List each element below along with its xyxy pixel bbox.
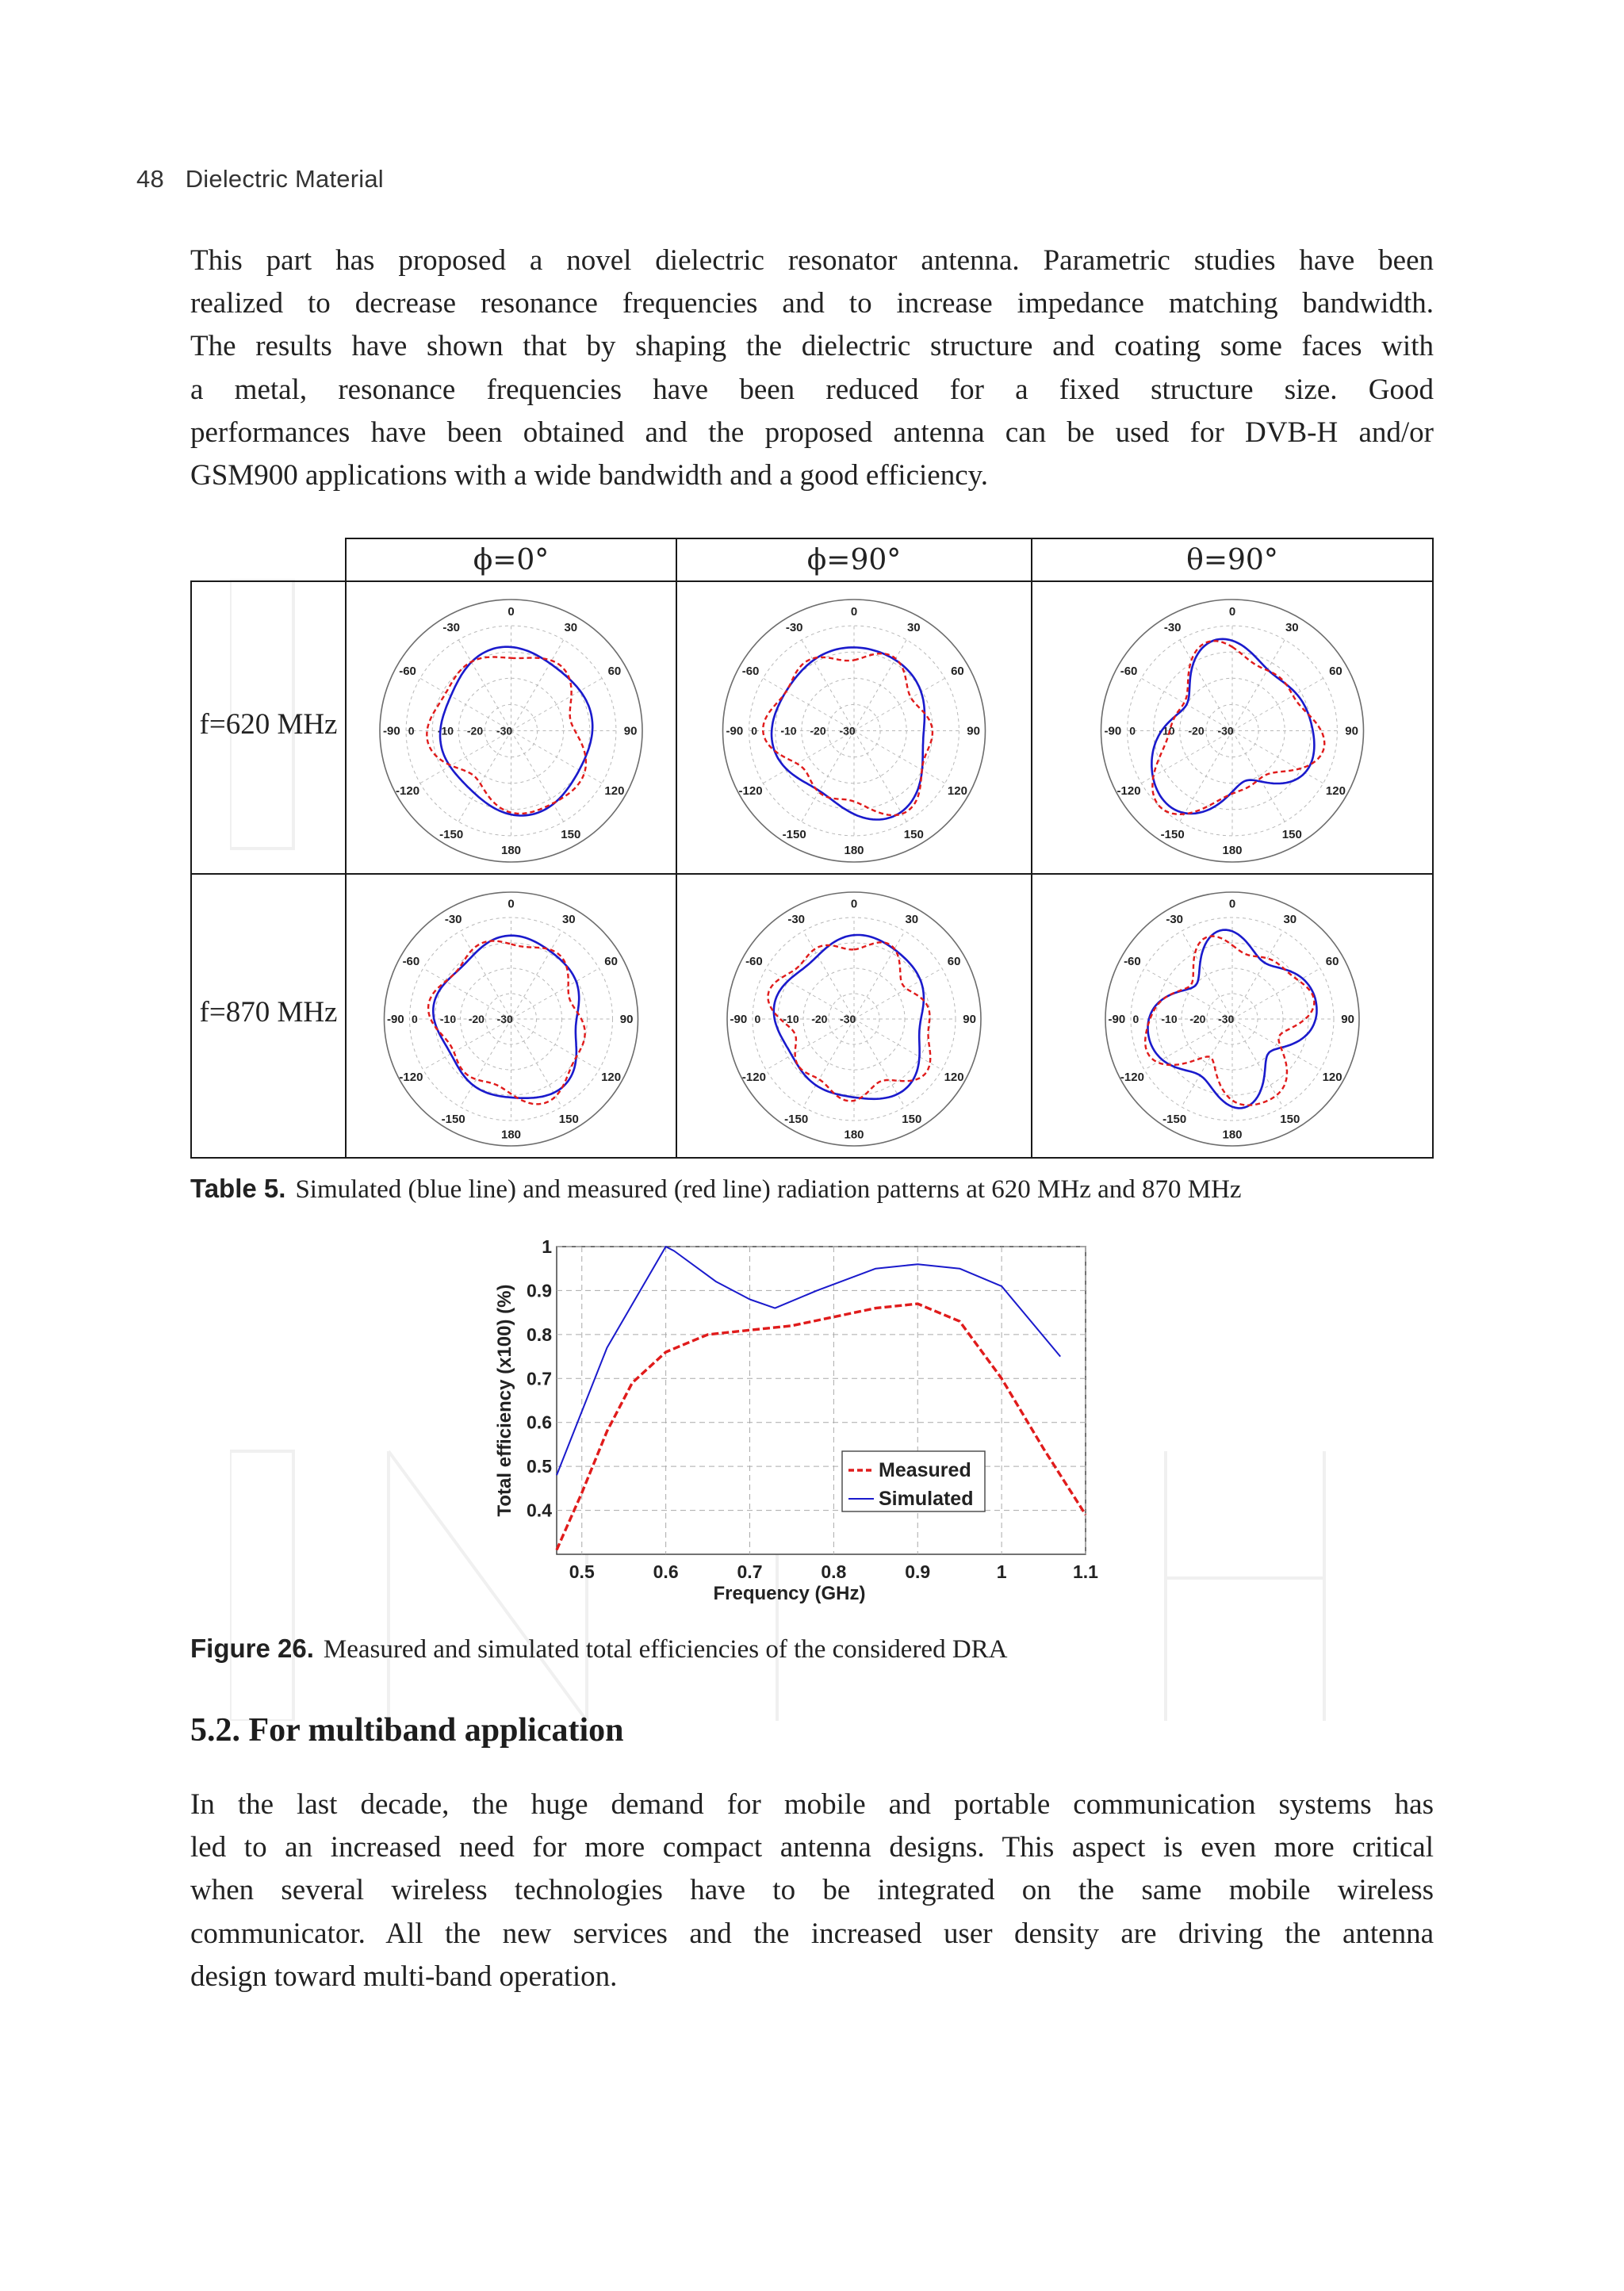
polar-grid-spoke	[1182, 1019, 1232, 1107]
polar-angle-label: 120	[944, 1070, 964, 1084]
polar-grid-spoke	[511, 931, 562, 1019]
intro-paragraph	[190, 239, 1434, 497]
polar-angle-label: 180	[844, 844, 864, 858]
row-header-cell	[190, 873, 347, 1159]
x-tick-label: 1	[996, 1561, 1007, 1582]
polar-radial-label: -30	[1217, 724, 1234, 737]
paragraph-line: realized to decrease resonance frequencies and to increase impedance matching bandwidth.	[190, 287, 1434, 320]
polar-angle-label: 60	[1329, 665, 1342, 679]
polar-angle-label: 0	[850, 604, 858, 619]
pattern-cell	[1031, 873, 1434, 1159]
polar-grid-spoke	[420, 678, 511, 730]
column-header-cell	[1031, 538, 1434, 582]
paragraph-line: GSM900 applications with a wide bandwidth and a good efficiency.	[190, 459, 988, 492]
polar-radial-label: 0	[1129, 724, 1136, 737]
polar-radial-label: 0	[751, 724, 758, 737]
polar-angle-label: 120	[604, 783, 625, 798]
x-tick-label: 0.7	[737, 1561, 763, 1582]
polar-angle-label: 60	[1325, 955, 1339, 969]
section-heading: 5.2. For multiband application	[190, 1712, 624, 1749]
caption-text: Simulated (blue line) and measured (red line) radiation patterns at 620 MHz and 870 MHz	[295, 1175, 1242, 1204]
polar-angle-label: 120	[601, 1070, 622, 1084]
efficiency-chart-svg	[484, 1237, 1110, 1610]
polar-grid-spoke	[511, 640, 564, 731]
polar-grid-spoke	[1232, 731, 1285, 822]
polar-radial-label: -20	[1189, 1013, 1206, 1025]
polar-radial-label: -20	[466, 724, 484, 737]
running-title: Dielectric Material	[185, 165, 384, 193]
polar-angle-label: 60	[607, 665, 622, 679]
polar-plot	[347, 875, 676, 1157]
polar-plot	[677, 875, 1031, 1157]
polar-angle-label: 180	[1222, 1128, 1243, 1142]
polar-grid-spoke	[511, 1019, 562, 1107]
page-number: 48	[136, 165, 164, 193]
polar-angle-label: 150	[903, 827, 924, 841]
y-tick-label: 1	[542, 1237, 552, 1257]
polar-angle-label: -150	[441, 1113, 465, 1127]
pattern-cell	[345, 873, 677, 1159]
paragraph-line: communicator. All the new services and the increased user density are driving the antenna	[190, 1917, 1434, 1950]
polar-angle-label: -120	[738, 783, 763, 798]
x-tick-label: 0.6	[653, 1561, 679, 1582]
polar-grid-spoke	[1144, 968, 1232, 1019]
polar-plot-group	[380, 600, 642, 862]
x-tick-label: 1.1	[1073, 1561, 1098, 1582]
polar-plot-group	[1105, 892, 1359, 1146]
polar-angle-label: -120	[1116, 783, 1141, 798]
polar-grid-spoke	[1141, 731, 1232, 783]
y-tick-label: 0.8	[527, 1324, 552, 1345]
polar-grid-spoke	[766, 1019, 854, 1070]
caption-text: Measured and simulated total efficiencies of the considered DRA	[323, 1635, 1008, 1664]
column-header-cell	[676, 538, 1032, 582]
polar-angle-label: 30	[1283, 912, 1297, 926]
polar-plot	[347, 582, 676, 873]
polar-grid-spoke	[511, 731, 564, 822]
column-header: ϕ=90°	[806, 544, 902, 577]
polar-angle-label: -120	[396, 783, 420, 798]
polar-plot-group	[385, 892, 638, 1146]
polar-grid-spoke	[1144, 1019, 1232, 1070]
x-axis-label: Frequency (GHz)	[713, 1583, 866, 1604]
x-tick-label: 0.8	[821, 1561, 847, 1582]
polar-grid-spoke	[511, 968, 599, 1019]
polar-radial-label: 0	[412, 1013, 418, 1025]
polar-grid-spoke	[1232, 931, 1283, 1019]
polar-angle-label: 30	[564, 621, 578, 635]
polar-angle-label: 180	[500, 844, 522, 858]
polar-angle-label: -60	[1124, 955, 1141, 969]
polar-angle-label: 0	[850, 897, 858, 911]
row-label: f=870 MHz	[199, 996, 338, 1029]
polar-angle-label: -30	[1163, 621, 1182, 635]
polar-angle-label: 90	[1345, 724, 1358, 738]
polar-angle-label: 30	[905, 912, 919, 926]
polar-angle-label: -90	[387, 1013, 404, 1026]
paragraph-line: The results have shown that by shaping the dielectric structure and coating some faces with	[190, 330, 1434, 363]
polar-radial-label: -20	[468, 1013, 485, 1025]
polar-angle-label: 60	[947, 955, 961, 969]
polar-angle-label: -60	[1120, 665, 1138, 679]
polar-plot	[1032, 582, 1432, 873]
y-axis-label: Total efficiency (x100) (%)	[494, 1284, 515, 1517]
polar-angle-label: 120	[947, 783, 967, 798]
efficiency-chart	[484, 1237, 1110, 1610]
polar-radial-label: -30	[496, 724, 513, 737]
polar-angle-label: 150	[558, 1113, 579, 1127]
polar-grid-spoke	[803, 1019, 854, 1107]
polar-radial-label: -30	[839, 724, 856, 737]
polar-radial-label: -30	[1218, 1013, 1235, 1025]
polar-angle-label: -30	[785, 621, 803, 635]
polar-radial-label: -10	[780, 724, 797, 737]
polar-angle-label: 90	[967, 724, 980, 738]
polar-angle-label: 90	[623, 724, 638, 738]
table-caption	[190, 1174, 1242, 1205]
polar-angle-label: 0	[1228, 604, 1236, 619]
polar-angle-label: 30	[561, 912, 576, 926]
polar-plot	[677, 582, 1031, 873]
polar-angle-label: 150	[561, 827, 581, 841]
row-label: f=620 MHz	[199, 708, 338, 741]
polar-angle-label: 150	[1280, 1113, 1300, 1127]
polar-angle-label: -90	[1108, 1013, 1126, 1026]
polar-grid-spoke	[766, 968, 854, 1019]
y-tick-label: 0.7	[527, 1368, 552, 1389]
polar-angle-label: -150	[1162, 1113, 1187, 1127]
polar-angle-label: 90	[963, 1013, 976, 1026]
polar-grid-spoke	[423, 968, 511, 1019]
polar-grid-spoke	[1232, 731, 1323, 783]
polar-angle-label: -120	[741, 1070, 766, 1084]
paragraph-line: performances have been obtained and the proposed antenna can be used for DVB-H and/or	[190, 416, 1434, 449]
legend-label: Measured	[879, 1459, 971, 1481]
y-tick-label: 0.4	[527, 1500, 552, 1521]
polar-angle-label: -60	[402, 955, 420, 969]
polar-radial-label: -10	[1161, 1013, 1178, 1025]
polar-radial-label: -20	[810, 724, 826, 737]
row-header-cell	[190, 580, 347, 875]
polar-angle-label: -150	[782, 827, 806, 841]
polar-angle-label: -90	[730, 1013, 748, 1026]
polar-grid-spoke	[458, 640, 511, 731]
polar-angle-label: -150	[784, 1113, 809, 1127]
column-header: ϕ=0°	[473, 544, 550, 577]
polar-angle-label: 60	[604, 955, 618, 969]
polar-radial-label: 0	[408, 724, 415, 737]
polar-angle-label: -30	[442, 621, 461, 635]
pattern-cell	[676, 873, 1032, 1159]
y-tick-label: 0.5	[527, 1456, 552, 1477]
polar-angle-label: -90	[383, 724, 400, 738]
polar-grid-spoke	[802, 640, 854, 731]
section-paragraph	[190, 1783, 1434, 1998]
polar-angle-label: 0	[508, 604, 515, 619]
polar-angle-label: -150	[1160, 827, 1185, 841]
chart-plot-group	[494, 1237, 1098, 1604]
polar-angle-label: -30	[787, 912, 806, 926]
column-header: θ=90°	[1186, 544, 1278, 577]
polar-grid-spoke	[1232, 968, 1320, 1019]
polar-angle-label: -60	[399, 665, 416, 679]
legend-label: Simulated	[879, 1488, 974, 1510]
polar-plot-group	[727, 892, 981, 1146]
polar-angle-label: 120	[1325, 783, 1346, 798]
polar-radial-label: -10	[437, 724, 454, 737]
pattern-cell	[345, 580, 677, 875]
polar-angle-label: 90	[1341, 1013, 1354, 1026]
polar-radial-label: -30	[840, 1013, 856, 1025]
polar-radial-label: -20	[1188, 724, 1205, 737]
polar-grid-spoke	[461, 1019, 511, 1107]
polar-grid-spoke	[854, 731, 906, 822]
polar-radial-label: -30	[496, 1013, 513, 1025]
polar-grid-spoke	[1232, 1019, 1320, 1070]
figure-caption	[190, 1634, 1008, 1665]
polar-grid-spoke	[1180, 640, 1232, 731]
polar-angle-label: 150	[1281, 827, 1302, 841]
polar-radial-label: -10	[783, 1013, 799, 1025]
polar-angle-label: 0	[508, 897, 515, 911]
polar-grid-spoke	[1232, 678, 1323, 730]
y-tick-label: 0.9	[527, 1280, 552, 1301]
polar-angle-label: 90	[619, 1013, 634, 1026]
polar-angle-label: -90	[1104, 724, 1122, 738]
paragraph-line: when several wireless technologies have to be integrated on the same mobile wireless	[190, 1874, 1434, 1907]
polar-plot-group	[723, 600, 986, 862]
polar-angle-label: 180	[1222, 844, 1243, 858]
polar-grid-spoke	[511, 731, 603, 783]
polar-radial-label: 0	[1132, 1013, 1139, 1025]
polar-angle-label: -120	[1120, 1070, 1144, 1084]
caption-label: Figure 26.	[190, 1634, 314, 1663]
polar-angle-label: 180	[844, 1128, 864, 1142]
polar-angle-label: -30	[444, 912, 462, 926]
y-tick-label: 0.6	[527, 1412, 552, 1433]
polar-angle-label: 150	[902, 1113, 922, 1127]
polar-grid-spoke	[854, 731, 945, 783]
column-header-cell	[345, 538, 677, 582]
polar-angle-label: -60	[741, 665, 760, 679]
polar-angle-label: -150	[439, 827, 464, 841]
polar-grid-spoke	[458, 731, 511, 822]
polar-plot-group	[1101, 600, 1364, 862]
polar-angle-label: 120	[1322, 1070, 1342, 1084]
polar-grid-spoke	[511, 1019, 599, 1070]
polar-angle-label: -60	[745, 955, 763, 969]
polar-angle-label: 180	[500, 1128, 522, 1142]
polar-grid-spoke	[854, 678, 945, 730]
paragraph-line: design toward multi-band operation.	[190, 1960, 618, 1993]
paragraph-line: a metal, resonance frequencies have been reduced for a fixed structure size. Good	[190, 373, 1434, 406]
polar-grid-spoke	[854, 931, 905, 1019]
radiation-pattern-table	[190, 538, 1434, 1159]
polar-radial-label: 0	[754, 1013, 761, 1025]
polar-angle-label: 30	[906, 621, 921, 635]
pattern-cell	[1031, 580, 1434, 875]
x-tick-label: 0.5	[569, 1561, 595, 1582]
pattern-cell	[676, 580, 1032, 875]
measured-pattern-line	[1152, 641, 1324, 814]
polar-radial-label: -10	[1159, 724, 1175, 737]
polar-grid-spoke	[1232, 1019, 1283, 1107]
polar-angle-label: -30	[1166, 912, 1184, 926]
polar-angle-label: 0	[1228, 897, 1236, 911]
x-tick-label: 0.9	[905, 1561, 931, 1582]
polar-angle-label: -90	[726, 724, 744, 738]
paragraph-line: led to an increased need for more compact antenna designs. This aspect is even more critical	[190, 1831, 1434, 1864]
polar-angle-label: -120	[399, 1070, 423, 1084]
running-head	[136, 165, 384, 193]
paragraph-line: This part has proposed a novel dielectric resonator antenna. Parametric studies have been	[190, 244, 1434, 277]
polar-angle-label: 60	[951, 665, 964, 679]
polar-radial-label: -10	[439, 1013, 457, 1025]
polar-radial-label: -20	[811, 1013, 828, 1025]
paragraph-line: In the last decade, the huge demand for mobile and portable communication systems has	[190, 1788, 1434, 1821]
polar-plot	[1032, 875, 1432, 1157]
polar-grid-spoke	[420, 731, 511, 783]
caption-label: Table 5.	[190, 1174, 286, 1203]
polar-angle-label: 30	[1285, 621, 1299, 635]
simulated-pattern-line	[437, 647, 592, 816]
